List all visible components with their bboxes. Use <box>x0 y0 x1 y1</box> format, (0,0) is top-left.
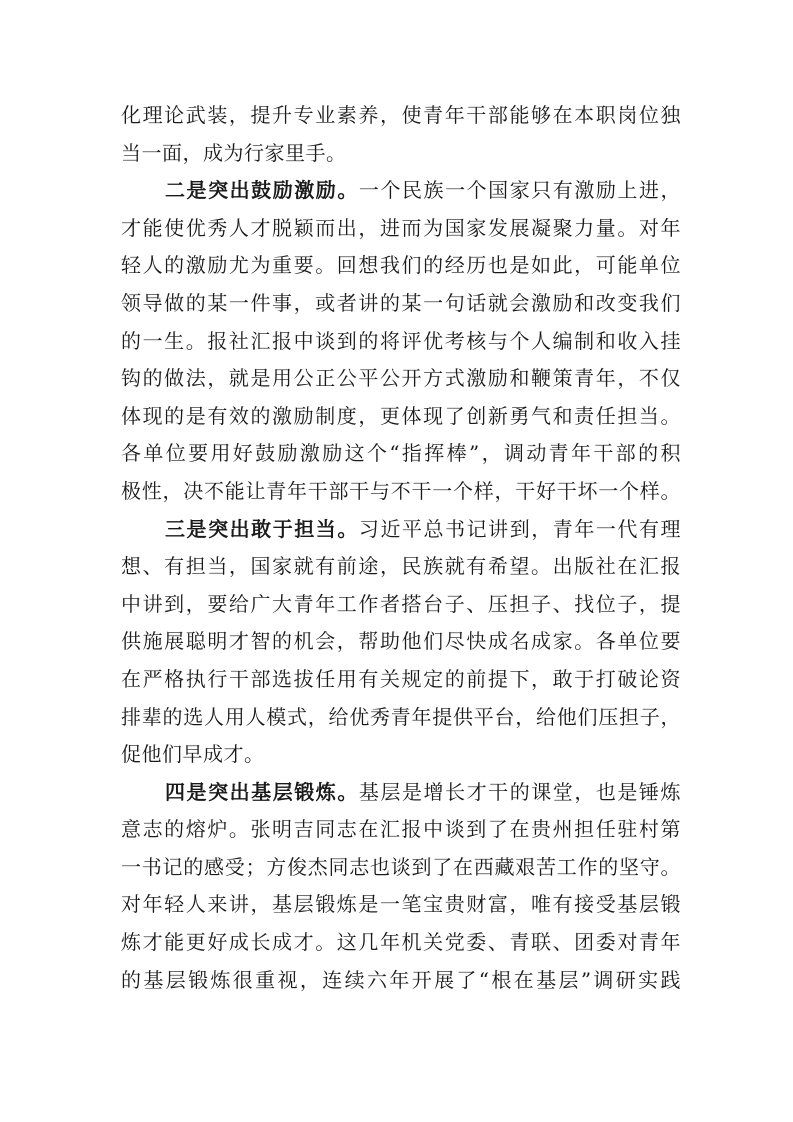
text-line: 想、有担当，国家就有前途，民族就有希望。出版社在汇报 <box>121 554 681 579</box>
section-heading: 三是突出敢于担当。 <box>165 516 359 541</box>
text-line: 的一生。报社汇报中谈到的将评优考核与个人编制和收入挂 <box>121 328 681 353</box>
text-line: 才能使优秀人才脱颖而出，进而为国家发展凝聚力量。对年 <box>121 215 681 240</box>
text-line: 体现的是有效的激励制度，更体现了创新勇气和责任担当。 <box>121 403 681 428</box>
text-line: 极性，决不能让青年干部干与不干一个样，干好干坏一个样。 <box>121 478 681 503</box>
text-span: 一个民族一个国家只有激励上进， <box>358 178 682 203</box>
text-line: 当一面，成为行家里手。 <box>121 140 347 165</box>
text-line: 对年轻人来讲，基层锻炼是一笔宝贵财富，唯有接受基层锻 <box>121 892 681 917</box>
paragraph-first-line <box>121 172 681 210</box>
text-span: 习近平总书记讲到，青年一代有理 <box>358 516 682 541</box>
section-heading: 二是突出鼓励激励。 <box>165 178 359 203</box>
text-line: 意志的熔炉。张明吉同志在汇报中谈到了在贵州担任驻村第 <box>121 817 681 842</box>
text-line: 中讲到，要给广大青年工作者搭台子、压担子、找位子，提 <box>121 591 681 616</box>
text-line: 炼才能更好成长成才。这几年机关党委、青联、团委对青年 <box>121 930 681 955</box>
text-line: 供施展聪明才智的机会，帮助他们尽快成名成家。各单位要 <box>121 629 681 654</box>
text-line: 的基层锻炼很重视，连续六年开展了“根在基层”调研实践 <box>121 967 681 992</box>
text-span: 基层是增长才干的课堂，也是锤炼 <box>358 779 682 804</box>
text-line: 轻人的激励尤为重要。回想我们的经历也是如此，可能单位 <box>121 253 681 278</box>
text-line: 钩的做法，就是用公正公平公开方式激励和鞭策青年，不仅 <box>121 366 681 391</box>
paragraph-first-line <box>121 774 681 812</box>
text-line: 各单位要用好鼓励激励这个“指挥棒”，调动青年干部的积 <box>121 441 681 466</box>
text-line: 领导做的某一件事，或者讲的某一句话就会激励和改变我们 <box>121 290 681 315</box>
paragraph-first-line <box>121 511 681 549</box>
text-line: 化理论武装，提升专业素养，使青年干部能够在本职岗位独 <box>121 103 681 127</box>
text-line: 排辈的选人用人模式，给优秀青年提供平台，给他们压担子， <box>121 704 681 729</box>
text-line: 在严格执行干部选拔任用有关规定的前提下，敢于打破论资 <box>121 666 681 691</box>
section-heading: 四是突出基层锻炼。 <box>165 779 359 804</box>
text-line: 一书记的感受；方俊杰同志也谈到了在西藏艰苦工作的坚守。 <box>121 854 681 879</box>
document-body <box>121 97 681 999</box>
text-line: 促他们早成才。 <box>121 742 265 767</box>
